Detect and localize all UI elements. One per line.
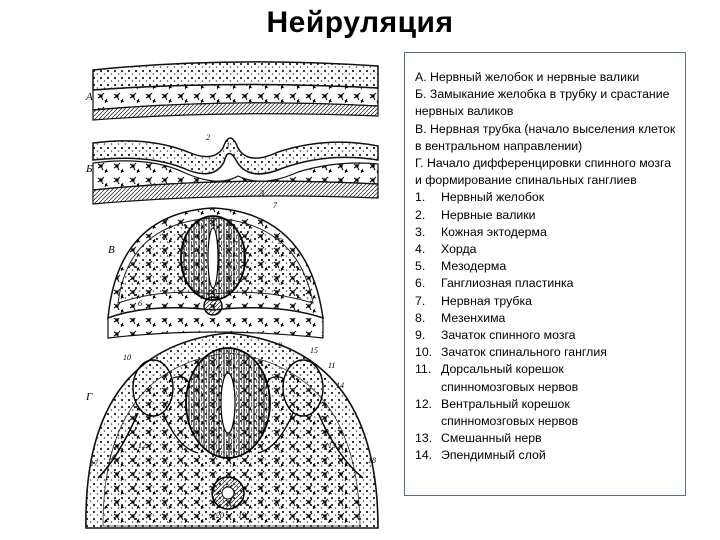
callout-18: 18 [368, 456, 376, 465]
callout-20: 20 [216, 511, 224, 520]
legend-item [415, 430, 677, 447]
legend-item-number: 4. [415, 242, 426, 257]
callout-19: 19 [238, 511, 246, 520]
legend-stage: В. Нервная трубка (начало выселения клеток в вентральном направлении) [415, 121, 676, 153]
legend-item [415, 258, 677, 275]
stage-v-section [108, 208, 323, 338]
legend-item-continuation: спинномозговых нервов [441, 379, 579, 394]
legend-item [415, 327, 677, 344]
callout-12: 12 [138, 441, 146, 450]
callout-9: 9 [278, 341, 282, 350]
legend-item [415, 241, 677, 258]
legend-item [415, 361, 677, 395]
legend-item-number: 1. [415, 190, 426, 205]
legend-item-number: 8. [415, 310, 426, 325]
legend-item [415, 275, 677, 292]
stage-label-a: А [86, 91, 93, 103]
legend-item-label: Смешанный нерв [441, 431, 542, 446]
legend-item-label: Кожная эктодерма [441, 224, 547, 239]
legend-stage: Г. Начало дифференцировки спинного мозга и формирование спинальных ганглиев [415, 156, 672, 188]
callout-17: 17 [90, 459, 98, 468]
legend-item-number: 6. [415, 276, 426, 291]
stage-a-section [93, 62, 378, 120]
callout-7: 7 [273, 201, 277, 210]
legend-item-label: Зачаток спинного мозга [441, 328, 576, 343]
legend-item-label: Вентральный корешок спинномозговых нервов [441, 396, 677, 430]
callout-6: 6 [138, 299, 142, 308]
legend-item-label: Зачаток спинального ганглия [441, 345, 607, 360]
stage-label-b: Б [86, 163, 93, 175]
legend-item-number: 14. [415, 448, 433, 463]
callout-4: 4 [206, 289, 210, 298]
legend-item-label: Ганглиозная пластинка [441, 276, 574, 291]
legend-item-number: 5. [415, 259, 426, 274]
legend-item [415, 224, 677, 241]
legend-stage: А. Нервный желобок и нервные валики [415, 70, 640, 84]
legend-item-continuation: спинномозговых нервов [441, 414, 579, 429]
callout-10: 10 [123, 353, 131, 362]
legend-item-number: 12. [415, 396, 433, 411]
legend-box [404, 52, 686, 496]
slide-title: Нейруляция [266, 6, 454, 39]
legend-item-label: Нервные валики [441, 207, 536, 222]
callout-16: 16 [108, 453, 116, 462]
stage-label-v: В [108, 244, 115, 256]
legend-item-label: Дорсальный корешок спинномозговых нервов [441, 361, 677, 395]
legend-item-number: 10. [415, 345, 433, 360]
legend-item [415, 310, 677, 327]
legend-item-number: 9. [415, 328, 426, 343]
legend-item-label: Нервная трубка [441, 293, 532, 308]
legend-item-label: Хорда [441, 242, 477, 257]
stage-label-g: Г [86, 391, 93, 403]
legend-item-number: 2. [415, 207, 426, 222]
legend-item-label: Эпендимный слой [441, 448, 546, 463]
legend-item-number: 13. [415, 431, 433, 446]
legend-item-label: Нервный желобок [441, 190, 545, 205]
callout-11: 11 [328, 361, 336, 370]
callout-3: 3 [260, 189, 264, 198]
legend-item [415, 447, 677, 464]
legend-item [415, 189, 677, 206]
callout-13: 13 [328, 441, 336, 450]
legend-item-label: Мезодерма [441, 259, 507, 274]
legend-item [415, 293, 677, 310]
legend-item-number: 11. [415, 362, 432, 377]
legend-item [415, 396, 677, 430]
legend-stage: Б. Замыкание желобка в трубку и срастание нервных валиков [415, 87, 670, 119]
legend-item-number: 7. [415, 293, 426, 308]
stage-b-section [93, 138, 378, 204]
legend-item-label: Мезенхима [441, 310, 506, 325]
callout-14: 14 [336, 381, 344, 390]
callout-1: 1 [226, 141, 230, 150]
legend-item-number: 3. [415, 224, 426, 239]
neurulation-illustration [78, 48, 408, 538]
legend-item [415, 344, 677, 361]
legend-item [415, 207, 677, 224]
callout-5: 5 [278, 237, 282, 246]
callout-8: 8 [228, 219, 232, 228]
callout-2: 2 [206, 133, 210, 142]
callout-15: 15 [310, 346, 318, 355]
